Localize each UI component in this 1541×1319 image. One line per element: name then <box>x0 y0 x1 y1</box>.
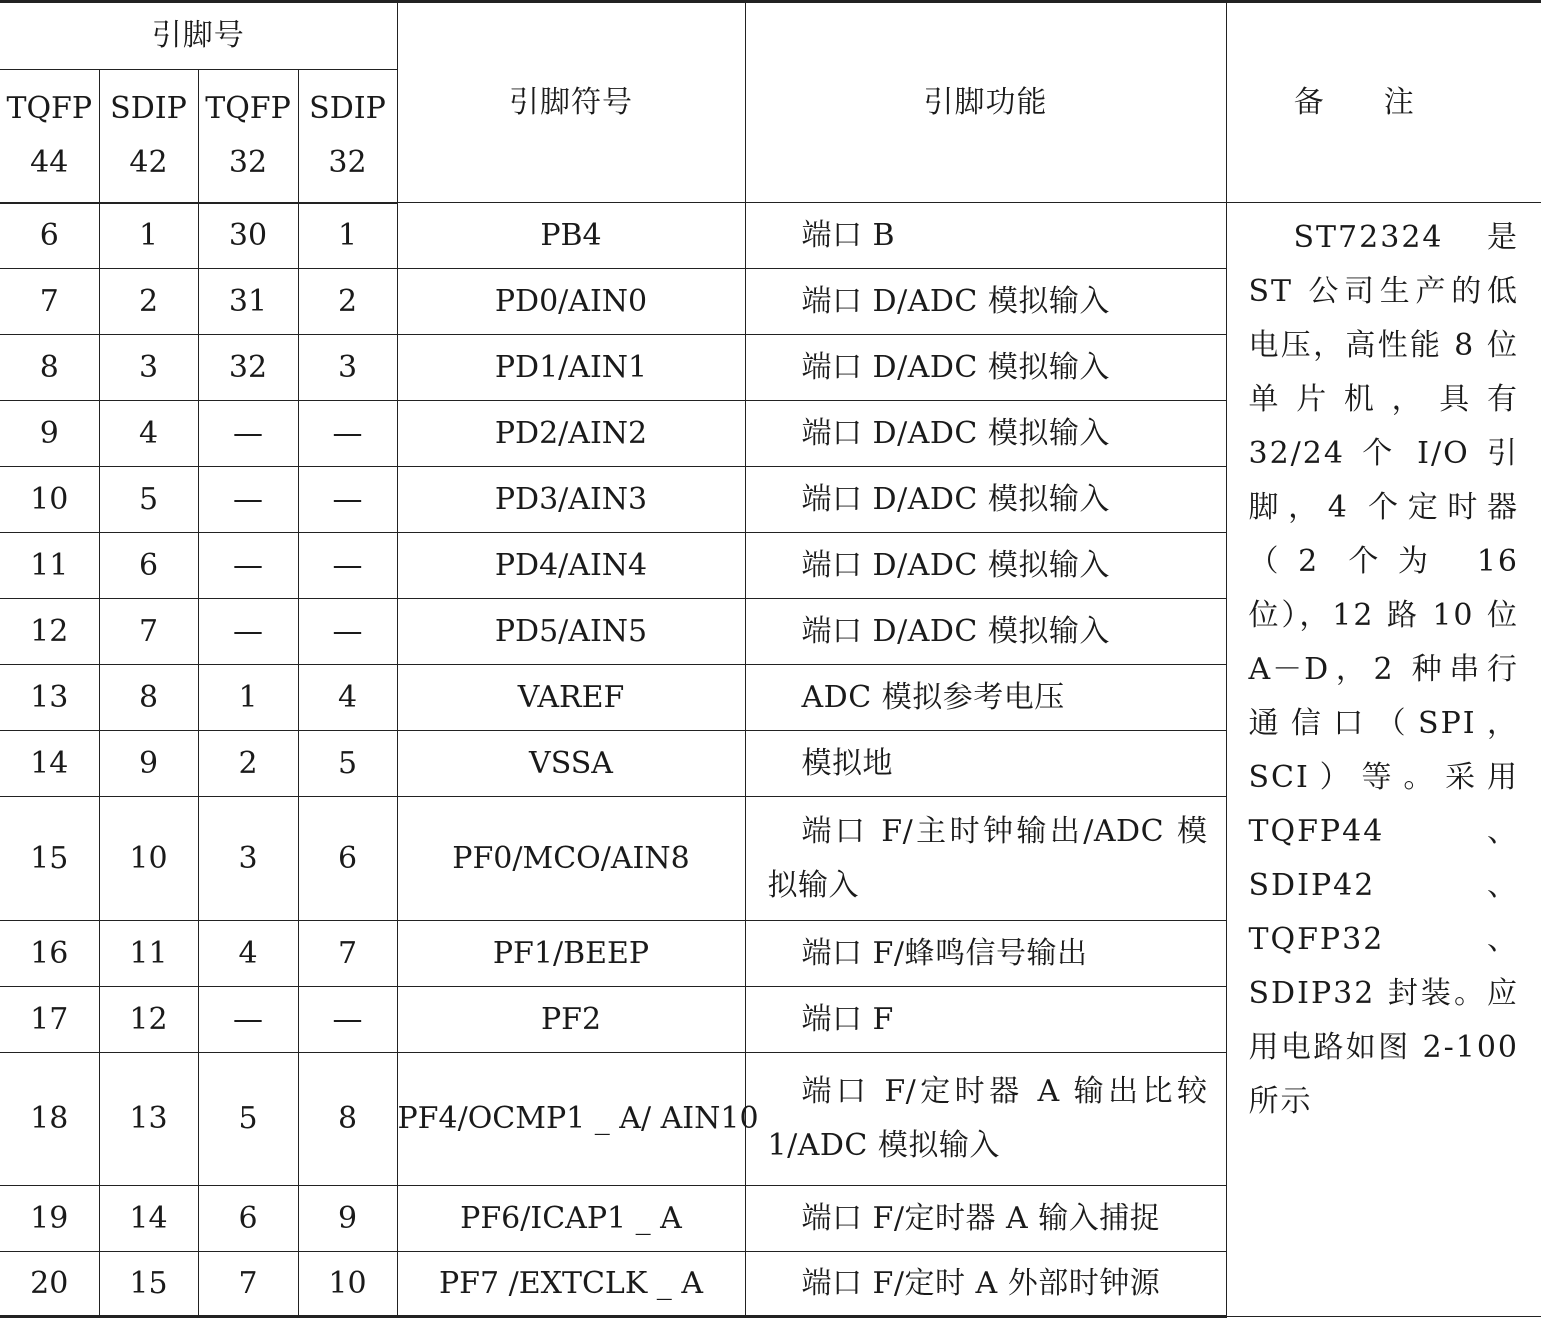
cell-tqfp44: 7 <box>0 269 99 335</box>
cell-symbol: VAREF <box>397 665 745 731</box>
header-package-name: TQFP <box>6 90 93 126</box>
cell-tqfp32: 5 <box>198 1053 298 1186</box>
note-text: ST72324 是 ST 公司生产的低电压，高性能 8 位单片机，具有 32/24 个 I/O 引脚，4 个定时器（2 个为 16 位），12 路 10 位 A－D，2 种串行通信口（SPI，SCI）等。采用 TQFP44、SDIP42、TQFP32、SDIP32 封装。应用电路如图 2-100 所示 <box>1248 219 1519 1119</box>
cell-function <box>745 269 1226 335</box>
header-package-name: SDIP <box>309 90 386 126</box>
cell-symbol: PB4 <box>397 203 745 269</box>
cell-symbol: PD4/AIN4 <box>397 533 745 599</box>
cell-sdip32: — <box>298 401 397 467</box>
cell-sdip42: 5 <box>99 467 198 533</box>
cell-tqfp44: 19 <box>0 1186 99 1252</box>
cell-sdip32: 4 <box>298 665 397 731</box>
header-symbol: 引脚符号 <box>397 2 745 203</box>
cell-tqfp32: 31 <box>198 269 298 335</box>
cell-tqfp44: 14 <box>0 731 99 797</box>
cell-tqfp44: 8 <box>0 335 99 401</box>
cell-function <box>745 987 1226 1053</box>
cell-sdip32: 3 <box>298 335 397 401</box>
function-text: 端口 D/ADC 模拟输入 <box>801 283 1110 319</box>
note-cell <box>1226 203 1541 1317</box>
header-package-count: 32 <box>328 144 367 180</box>
cell-function <box>745 1186 1226 1252</box>
cell-tqfp44: 9 <box>0 401 99 467</box>
cell-sdip42: 3 <box>99 335 198 401</box>
cell-sdip42: 8 <box>99 665 198 731</box>
cell-tqfp32: 7 <box>198 1252 298 1317</box>
cell-sdip32: 9 <box>298 1186 397 1252</box>
cell-function <box>745 335 1226 401</box>
cell-sdip42: 13 <box>99 1053 198 1186</box>
cell-function <box>745 731 1226 797</box>
cell-tqfp32: 1 <box>198 665 298 731</box>
cell-sdip32: 1 <box>298 203 397 269</box>
function-text: 端口 F/定时 A 外部时钟源 <box>801 1265 1161 1301</box>
function-text: 端口 D/ADC 模拟输入 <box>801 481 1110 517</box>
cell-function <box>745 401 1226 467</box>
table-row <box>0 203 1541 269</box>
cell-tqfp32: — <box>198 599 298 665</box>
header-package-name: SDIP <box>110 90 187 126</box>
header-package-count: 32 <box>228 144 268 180</box>
function-text: 端口 D/ADC 模拟输入 <box>801 547 1110 583</box>
cell-tqfp32: 4 <box>198 921 298 987</box>
cell-function <box>745 203 1226 269</box>
cell-tqfp32: — <box>198 533 298 599</box>
table-body <box>0 2 1541 1317</box>
cell-tqfp44: 10 <box>0 467 99 533</box>
function-text: 端口 B <box>801 217 896 253</box>
cell-tqfp44: 20 <box>0 1252 99 1317</box>
cell-sdip32: — <box>298 987 397 1053</box>
header-package <box>198 70 298 203</box>
header-package-name: TQFP <box>205 90 291 126</box>
cell-symbol: PF0/MCO/AIN8 <box>397 797 745 921</box>
cell-function <box>745 533 1226 599</box>
cell-symbol: PD5/AIN5 <box>397 599 745 665</box>
cell-symbol: PD1/AIN1 <box>397 335 745 401</box>
cell-symbol: PF1/BEEP <box>397 921 745 987</box>
header-package-count: 42 <box>129 144 168 180</box>
cell-tqfp44: 18 <box>0 1053 99 1186</box>
cell-tqfp32: — <box>198 987 298 1053</box>
cell-tqfp32: 30 <box>198 203 298 269</box>
cell-sdip32: 5 <box>298 731 397 797</box>
cell-function <box>745 467 1226 533</box>
cell-sdip32: 7 <box>298 921 397 987</box>
cell-sdip32: 10 <box>298 1252 397 1317</box>
cell-tqfp44: 11 <box>0 533 99 599</box>
header-package-count: 44 <box>30 144 69 180</box>
cell-sdip42: 4 <box>99 401 198 467</box>
cell-tqfp32: 32 <box>198 335 298 401</box>
cell-tqfp44: 17 <box>0 987 99 1053</box>
cell-symbol: PF2 <box>397 987 745 1053</box>
cell-sdip32: 8 <box>298 1053 397 1186</box>
cell-symbol: PD2/AIN2 <box>397 401 745 467</box>
cell-symbol: VSSA <box>397 731 745 797</box>
cell-tqfp44: 13 <box>0 665 99 731</box>
cell-symbol: PF6/ICAP1 _ A <box>397 1186 745 1252</box>
cell-function: 端口 F/主时钟输出/ADC 模拟输入 <box>745 797 1226 921</box>
cell-tqfp32: 3 <box>198 797 298 921</box>
cell-tqfp44: 16 <box>0 921 99 987</box>
function-text: 端口 F <box>801 1001 894 1037</box>
header-note: 备注 <box>1226 2 1541 203</box>
cell-sdip32: 6 <box>298 797 397 921</box>
cell-sdip32: — <box>298 533 397 599</box>
cell-sdip32: — <box>298 467 397 533</box>
header-pin-no: 引脚号 <box>0 2 397 70</box>
cell-sdip32: — <box>298 599 397 665</box>
cell-sdip42: 14 <box>99 1186 198 1252</box>
cell-symbol: PD0/AIN0 <box>397 269 745 335</box>
header-function: 引脚功能 <box>745 2 1226 203</box>
function-text: 端口 F/定时器 A 输入捕捉 <box>801 1200 1161 1236</box>
cell-sdip42: 15 <box>99 1252 198 1317</box>
function-text: 端口 D/ADC 模拟输入 <box>801 349 1110 385</box>
cell-symbol: PD3/AIN3 <box>397 467 745 533</box>
cell-sdip42: 1 <box>99 203 198 269</box>
cell-tqfp32: — <box>198 467 298 533</box>
cell-sdip32: 2 <box>298 269 397 335</box>
cell-sdip42: 7 <box>99 599 198 665</box>
cell-function <box>745 665 1226 731</box>
cell-sdip42: 12 <box>99 987 198 1053</box>
function-text: 端口 D/ADC 模拟输入 <box>801 415 1110 451</box>
cell-tqfp32: 2 <box>198 731 298 797</box>
function-text: 端口 F/蜂鸣信号输出 <box>801 935 1088 971</box>
cell-symbol: PF4/OCMP1 _ A/ AIN10 <box>397 1053 745 1186</box>
cell-sdip42: 2 <box>99 269 198 335</box>
header-package <box>99 70 198 203</box>
cell-function <box>745 599 1226 665</box>
function-text: ADC 模拟参考电压 <box>801 679 1065 715</box>
cell-sdip42: 9 <box>99 731 198 797</box>
cell-tqfp32: — <box>198 401 298 467</box>
header-row-1 <box>0 2 1541 70</box>
cell-function <box>745 921 1226 987</box>
cell-tqfp32: 6 <box>198 1186 298 1252</box>
header-package <box>298 70 397 203</box>
cell-sdip42: 11 <box>99 921 198 987</box>
cell-tqfp44: 12 <box>0 599 99 665</box>
cell-symbol: PF7 /EXTCLK _ A <box>397 1252 745 1317</box>
cell-sdip42: 6 <box>99 533 198 599</box>
cell-sdip42: 10 <box>99 797 198 921</box>
cell-function <box>745 1252 1226 1317</box>
cell-tqfp44: 6 <box>0 203 99 269</box>
function-text: 端口 D/ADC 模拟输入 <box>801 613 1110 649</box>
cell-function: 端口 F/定时器 A 输出比较 1/ADC 模拟输入 <box>745 1053 1226 1186</box>
header-package <box>0 70 99 203</box>
function-text: 模拟地 <box>801 745 893 781</box>
cell-tqfp44: 15 <box>0 797 99 921</box>
